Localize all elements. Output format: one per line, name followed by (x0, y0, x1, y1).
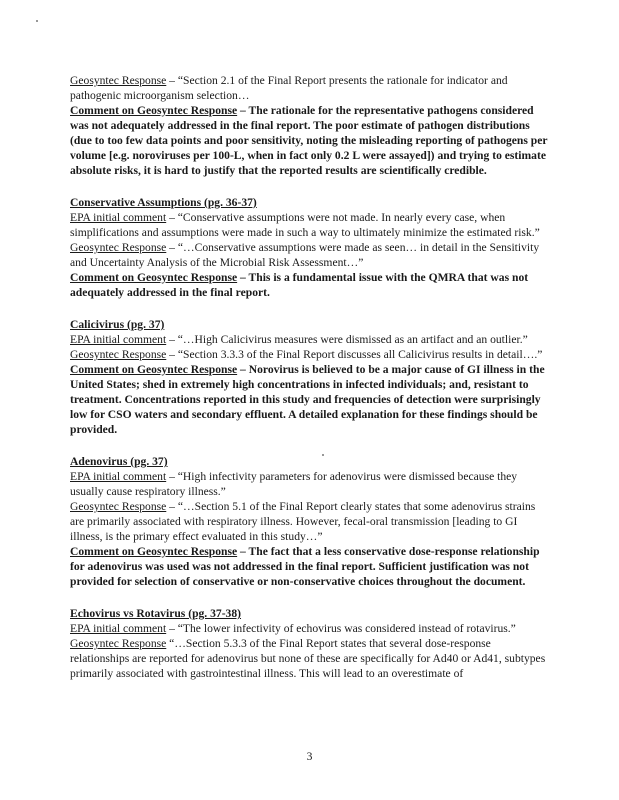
epa-initial-comment (70, 332, 548, 347)
epa-initial-comment (70, 469, 548, 499)
page-number: 3 (306, 750, 313, 763)
comment-label: Comment on Geosyntec Response (70, 104, 238, 117)
geosyntec-response (70, 347, 548, 362)
geosyntec-response-text: – “Section 2.1 of the Final Report presents the rationale for indicator and pathogenic microorganism selection… (70, 74, 508, 102)
comment-text: – Norovirus is believed to be a major cause of GI illness in the United States; shed in extremely high concentrations in infected individuals; and, resistant to treatment. Concentrations reported in this study and frequencies of detection were surprisingly low for CSO waters and secondary effluent. A detailed explanation for these findings should be provided. (70, 363, 545, 436)
epa-initial-comment (70, 210, 548, 240)
geosyntec-response-text: – “Section 3.3.3 of the Final Report discusses all Calicivirus results in detail….” (166, 348, 543, 361)
epa-comment-text: – “The lower infectivity of echovirus was considered instead of rotavirus.” (166, 622, 516, 635)
section-calicivirus (70, 317, 548, 437)
section-conservative-assumptions (70, 195, 548, 300)
comment-on-response (70, 362, 548, 437)
scan-speck (36, 20, 38, 22)
epa-comment-label: EPA initial comment (70, 333, 167, 346)
comment-on-response (70, 270, 548, 300)
epa-initial-comment (70, 621, 548, 636)
section-echovirus-vs-rotavirus (70, 606, 548, 681)
epa-comment-label: EPA initial comment (70, 211, 167, 224)
geosyntec-response (70, 73, 548, 103)
epa-comment-text: – “High infectivity parameters for adenovirus were dismissed because they usually cause respiratory illness.” (70, 470, 518, 498)
page-content (70, 73, 548, 698)
comment-on-response (70, 103, 548, 178)
comment-text: – The fact that a less conservative dose-response relationship for adenovirus was used was not addressed in the final report. Sufficient justification was not provided for selection of conservative or non-conservative choices throughout the document. (70, 545, 540, 588)
epa-comment-text: – “Conservative assumptions were not made. In nearly every case, when simplifications and assumptions were made in such a way to ultimately minimize the estimated risk.” (70, 211, 540, 239)
geosyntec-response-text: “…Section 5.3.3 of the Final Report states that several dose-response relationships are reported for adenovirus but none of these are specifically for Ad40 or Ad41, subtypes primarily associated with gastrointestinal illness. This will lead to an overestimate of (70, 637, 546, 680)
epa-comment-label: EPA initial comment (70, 622, 167, 635)
geosyntec-response (70, 240, 548, 270)
comment-label: Comment on Geosyntec Response (70, 545, 238, 558)
section-adenovirus (70, 454, 548, 589)
comment-label: Comment on Geosyntec Response (70, 271, 238, 284)
geosyntec-response-label: Geosyntec Response (70, 637, 167, 650)
comment-label: Comment on Geosyntec Response (70, 363, 238, 376)
comment-on-response (70, 544, 548, 589)
geosyntec-response-label: Geosyntec Response (70, 348, 167, 361)
section-heading: Adenovirus (pg. 37) (70, 455, 168, 468)
section-heading: Conservative Assumptions (pg. 36-37) (70, 196, 257, 209)
epa-comment-text: – “…High Calicivirus measures were dismissed as an artifact and an outlier.” (166, 333, 528, 346)
geosyntec-response-label: Geosyntec Response (70, 241, 167, 254)
comment-text: – The rationale for the representative pathogens considered was not adequately addressed in the final report. The poor estimate of pathogen distributions (due to too few data points and poor sensitivity, noting the misleading reporting of pathogens per volume [e.g. noroviruses per 100-L, when in fact only 0.2 L were assayed]) and trying to estimate absolute risks, it is hard to justify that the reported results are scientifically credible. (70, 104, 548, 177)
section-heading: Echovirus vs Rotavirus (pg. 37-38) (70, 607, 242, 620)
geosyntec-response (70, 636, 548, 681)
epa-comment-label: EPA initial comment (70, 470, 167, 483)
geosyntec-response (70, 499, 548, 544)
geosyntec-response-label: Geosyntec Response (70, 74, 167, 87)
geosyntec-response-text: – “…Conservative assumptions were made as seen… in detail in the Sensitivity and Uncertainty Analysis of the Microbial Risk Assessment…” (70, 241, 540, 269)
comment-text: – This is a fundamental issue with the QMRA that was not adequately addressed in the final report. (70, 271, 529, 299)
geosyntec-response-label: Geosyntec Response (70, 500, 167, 513)
intro-block (70, 73, 548, 178)
geosyntec-response-text: – “…Section 5.1 of the Final Report clearly states that some adenovirus strains are primarily associated with respiratory illness. However, fecal-oral transmission [leading to GI illness, is the primary effect evaluated in this study…” (70, 500, 536, 543)
section-heading: Calicivirus (pg. 37) (70, 318, 165, 331)
